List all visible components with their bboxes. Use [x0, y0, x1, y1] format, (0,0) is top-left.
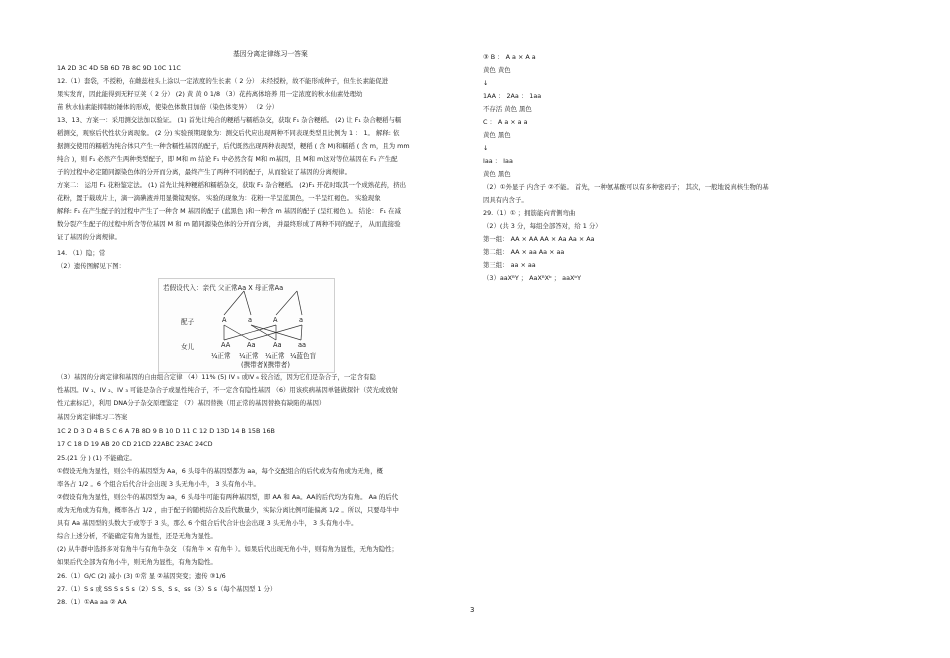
text-line: 17 C 18 D 19 AB 20 CD 21CD 22ABC 23AC 24CD — [57, 440, 213, 448]
text-line: 1C 2 D 3 D 4 B 5 C 6 A 7B 8D 9 B 10 D 11 C 12 D 13D 14 B 15B 16B — [57, 427, 275, 435]
text-line: 25.(21 分 ) (1) 不能确定。 — [57, 454, 136, 462]
ratio-3: ¼正常 — [265, 352, 285, 360]
text-line: ③ B ： A a × A a — [483, 53, 536, 61]
cross-line — [276, 291, 297, 315]
text-line: ②假设有角为显性，则公牛的基因型为 aa，6 头母牛可能有两种基因型，即 AA 和 Aa。AA的后代均为有角。 Aa 的后代 — [57, 493, 399, 501]
text-line: 性元素标记），利用 DNA分子杂交原理鉴定 （7）基因替换（用正常的基因替换有缺陷的基因） — [57, 399, 326, 407]
offspring-4: aa — [298, 341, 307, 349]
text-line: 果实发育，因此能得到无籽豆荚（ 2 分） (2) 黄 黄 0 1/8 （3）花药离体培养 用一定浓度的秋水仙素处理幼 — [57, 90, 363, 98]
cross-line — [224, 325, 276, 340]
text-line: （3）基因的分离定律和基因的自由组合定律 （4）11% (5) IV ₅ 或IV ₆ 较合适，因为它们是杂合子，一定含有隐 — [57, 373, 376, 381]
text-line: 29.（1）① ；拥筋能向青側弯曲 — [483, 209, 576, 217]
text-line: 性基因。IV ₁、IV ₂、IV ₃ 可能是杂合子或显性纯合子，不一定含有隐性基因 （6）用该疾病基因单链做探针（荧光或放射 — [57, 386, 399, 394]
cross-line — [224, 291, 244, 315]
text-line: 1AA ： 2Aa ： 1aa — [483, 92, 542, 100]
text-line: 解释: F₁ 在产生配子的过程中产生了一种含 M 基因的配子 (蓝黑色 )和一种含 m 基因的配子 (呈红褐色 )。 结论： F₁ 在减 — [57, 207, 401, 215]
text-line: 28.（1）①Aa aa ② AA — [57, 598, 127, 606]
text-line: ↓ — [483, 79, 489, 87]
text-line: 黄色 黑色 — [483, 170, 511, 178]
text-line: （2）遗传图解见下图： — [57, 262, 125, 270]
text-line: 率各占 1/2 。6 个组合后代合计会出现 3 头无角小牛， 3 头有角小牛。 — [57, 480, 260, 488]
cross-lines — [159, 279, 334, 372]
cross-line — [301, 325, 302, 340]
text-line: 或为无角或为有角，概率各占 1/2 ，由于配子的随机结合及后代数量少，实际分离比例可能偏离 1/2 。所以，只要母牛中 — [57, 506, 399, 514]
cross-line — [251, 325, 276, 340]
cross-line — [297, 291, 302, 315]
cross-line — [244, 291, 251, 315]
text-line: 第三组： aa × aa — [483, 261, 536, 269]
text-line: 26.（1）G/C (2) 减小 (3) ①常 显 ②基因突变；遗传 ③1/6 — [57, 572, 226, 580]
text-line: 黄色 黄色 — [483, 66, 511, 74]
text-line: 方案二： 运用 F₁ 花粉鉴定法。 (1) 首先让纯种粳稻和糯稻杂交，获取 F₁ 杂合粳稻。 (2)F₁ 开花时取其一个成熟花药，挤出 — [57, 181, 407, 189]
genetic-diagram — [158, 278, 335, 373]
text-line: 第二组： AA × aa Aa × aa — [483, 248, 565, 256]
ratio-4: ¼蓝色盲 — [290, 352, 317, 360]
text-line: ①假设无角为显性，则公牛的基因型为 Aa，6 头母牛的基因型都为 aa，每个交配组合的后代或为有角或为无角，概 — [57, 467, 383, 475]
text-line: ↓ — [483, 144, 489, 152]
text-line: 因具有内含子。 — [483, 196, 528, 204]
text-line: 第一组： AA × AA AA × Aa Aa × Aa — [483, 235, 595, 243]
ratio-1: ¼正常 — [211, 352, 231, 360]
section-title: 基因分离定律练习二答案 — [57, 413, 128, 421]
doc-title: 基因分离定律练习一答案 — [233, 50, 308, 58]
text-line: 纯合 )，则 F₁ 必然产生两种类型配子，即 M和 m 结论 F₁ 中必然含有 M和 m基因，且 M和 m这对等位基因在 F₁ 产生配 — [57, 155, 398, 163]
text-line: （2）(共 3 分，每组全部答对，给 1 分） — [483, 222, 602, 230]
text-line: 不存活 黄色 黑色 — [483, 105, 532, 113]
text-line: 1A 2D 3C 4D 5B 6D 7B 8C 9D 10C 11C — [57, 64, 181, 72]
text-line: 苗 秋水仙素能抑制纺锤体的形成，使染色体数目加倍（染色体变异） （2 分） — [57, 103, 279, 111]
gamete-a4: a — [299, 316, 304, 324]
offspring-1: AA — [221, 341, 231, 349]
text-line: 27.（1）S s 或 SS S s S s（2）S S、S s、ss（3）S s（每个基因型 1 分） — [57, 585, 277, 593]
gamete-a2: a — [248, 316, 253, 324]
text-line: 13、13、方案一：采用测交法加以验证。 (1) 首先让纯合的粳稻与糯稻杂交，获取 F₁ 杂合粳稻。 (2) 让 F₁ 杂合粳稻与糯 — [57, 116, 402, 124]
text-line: 12.（1）套袋，不授粉，在雌蕊柱头上涂以一定浓度的生长素（ 2 分） 未经授粉，故不能形成种子，但生长素能促进 — [57, 77, 389, 85]
text-line: 综合上述分析，不能确定有角为显性，还是无角为显性。 — [57, 532, 217, 540]
text-line: 花粉，置于载玻片上，滴一滴碘液并用显微镜观察。 实验的现象为：花粉一半呈蓝黑色，一半呈红褐色。 实验现象 — [57, 194, 381, 202]
cross-line — [224, 325, 250, 340]
gamete-a3: A — [273, 316, 278, 324]
carrier-1: (携带者) — [241, 361, 266, 369]
text-line: 具有 Aa 基因型的头数大于或等于 3 头，那么 6 个组合后代合计也会出现 3 头无角小牛， 3 头有角小牛。 — [57, 519, 358, 527]
text-line: 数分裂产生配子的过程中所含等位基因 M 和 m 随同源染色体的分开而分离， 并最终形成了两种不同的配子， 从而直接验 — [57, 220, 401, 228]
offspring-label: 女儿 — [181, 343, 195, 351]
diagram-header: 若假设代入：亲代 父正常Aa X 母正常Aa — [163, 284, 284, 292]
text-line: （2）①外显子 内含子 ②不能。 首先，一种氨基酸可以有多种密码子； 其次，一般地说真核生物的基 — [483, 183, 769, 191]
text-line: 证了基因的分离规律。 — [57, 233, 121, 241]
offspring-2: Aa — [247, 341, 256, 349]
text-line: 子的过程中必定随同源染色体的分开而分离，最终产生了两种不同的配子，从而验证了基因的分离规律。 — [57, 168, 351, 176]
text-line: 14. （1）隐；常 — [57, 249, 106, 257]
carrier-2: (携带者) — [265, 361, 290, 369]
text-line: 据测交使用的糯稻为纯合体只产生一种含糯性基因的配子，后代既然出现两种表现型，粳稻 ( 含 M)和糯稻 ( 含 m，且为 mm — [57, 142, 410, 150]
ratio-2: ¼正常 — [239, 352, 259, 360]
offspring-3: Aa — [273, 341, 282, 349]
page-number: 3 — [470, 606, 475, 614]
text-line: 黄色 黑色 — [483, 131, 511, 139]
text-line: （3）aaXᴮY ； AaXᴮXᵇ ； aaXᵇY — [483, 274, 582, 282]
text-line: 稻测交，观察后代性状分离现象。 (2 分) 实验预期现象为：测交后代应出现两种不同表现类型且比例为 1 ： 1。 解释: 依 — [57, 129, 400, 137]
text-line: 如果后代全部为有角小牛，则无角为显性，有角为隐性。 — [57, 558, 217, 566]
text-line: Iaa ： Iaa — [483, 157, 513, 165]
gamete-a1: A — [222, 316, 227, 324]
gamete-label: 配子 — [181, 318, 195, 326]
text-line: C ： A a × a a — [483, 118, 528, 126]
text-line: (2) 从牛群中选择多对有角牛与有角牛杂交 （有角牛 × 有角牛 ）。如果后代出现无角小牛，则有角为显性，无角为隐性； — [57, 545, 398, 553]
